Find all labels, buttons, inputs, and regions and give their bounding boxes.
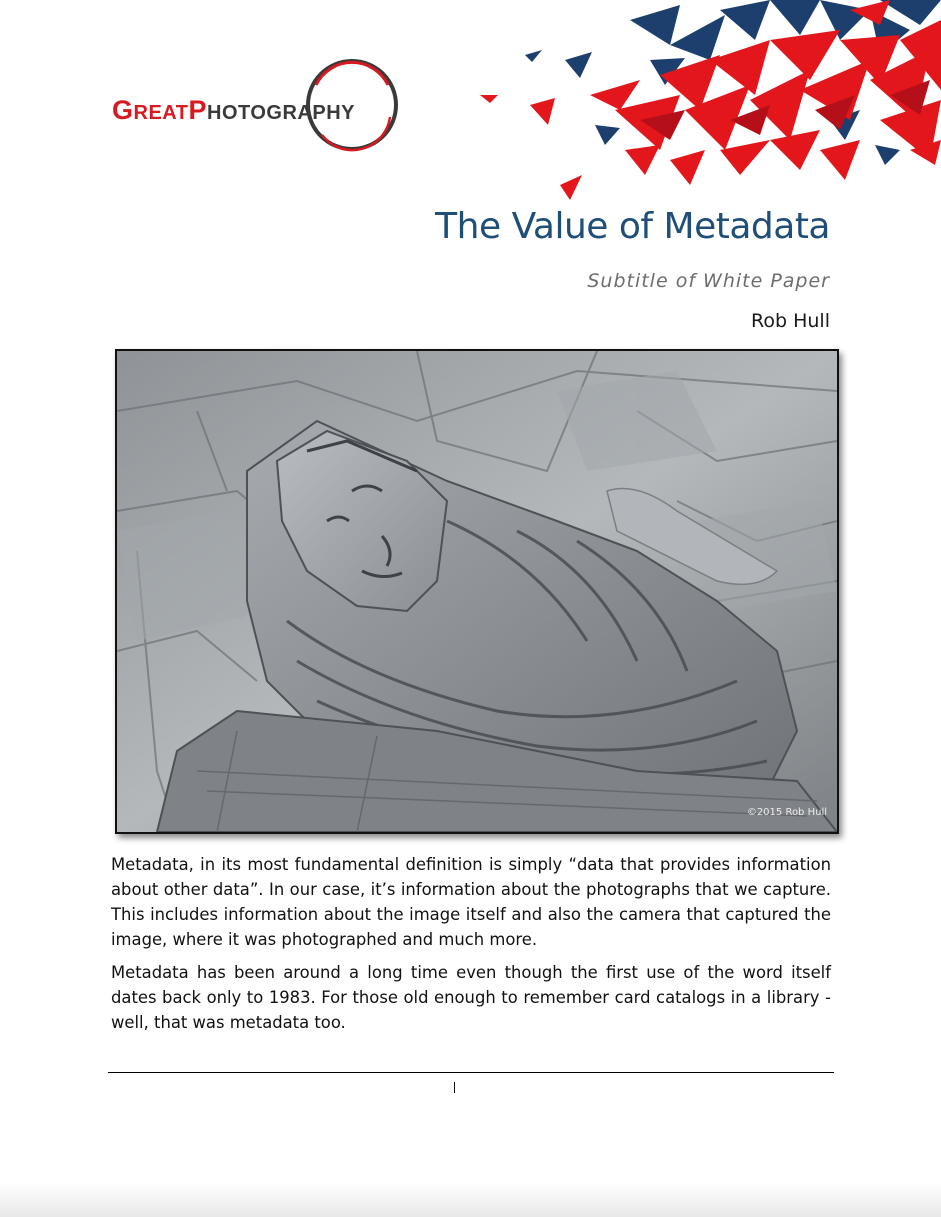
page-subtitle: Subtitle of White Paper [587,270,830,292]
logo-word-great: REAT [133,102,189,124]
logo-wordmark [112,95,355,126]
logo-word-photography: HOTOGRAPHY [207,102,355,124]
body-paragraph-1: Metadata, in its most fundamental definition is simply “data that provides information about other data”. In our case, it’s information about the photographs that we capture. This includes information about the image itself and also the camera that captured the image, where it was photographed and much more. [111,855,831,949]
logo-initial-g: G [112,95,134,125]
body-paragraph-2: Metadata has been around a long time even though the first use of the word itself dates back only to 1983. For those old enough to remember card catalogs in a library - well, that was metadata too. [111,963,831,1032]
author-name: Rob Hull [751,310,830,332]
decorative-triangle-shards [470,0,941,210]
logo-initial-p: P [188,95,207,125]
page-edge-shadow [0,1183,941,1217]
photo-copyright: ©2015 Rob Hull [746,807,827,818]
sculpture-photo [115,349,839,834]
footer-divider [108,1072,834,1073]
page-title: The Value of Metadata [435,206,830,247]
sculpture-photo-illustration [117,351,837,832]
great-photography-logo [112,55,412,165]
body-text [111,852,831,1043]
footer-page-marker [454,1082,455,1093]
